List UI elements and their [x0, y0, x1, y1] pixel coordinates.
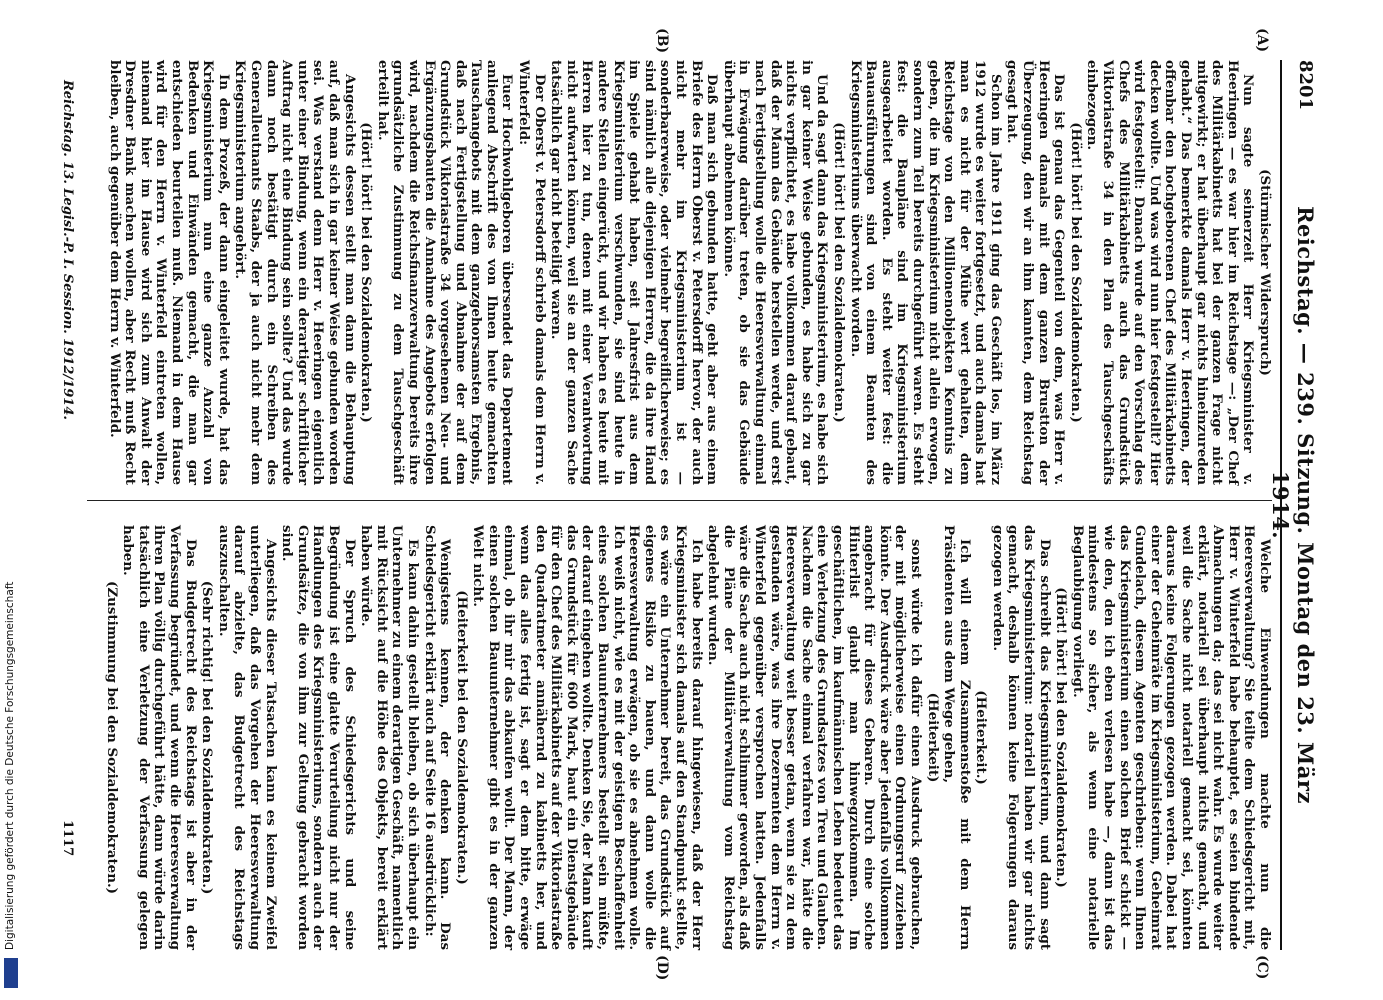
interjection: (Hört! hört! bei den Sozialdemokraten.)	[1053, 587, 1070, 888]
column-divider	[87, 500, 1272, 501]
funding-credit-text: Digitalisierung gefördert durch die Deutsche Forschungsgemeinschaft	[4, 581, 16, 950]
paragraph: Ich will einem Zusammenstoße mit dem Herrn Präsidenten aus dem Wege gehen,	[941, 525, 973, 950]
paragraph: Und da sagt dann das Kriegsministerium, es habe sich in gar keiner Weise gebunden, es habe sich zu gar nichts verpflichtet, es habe vollkommen darauf gebaut, daß der Mann das Gebäude herstellen werde, und erst nach Fertigstellung wolle die Heeresverwaltung einmal in Erwägung darüber treten, ob sie das Gebäude überhaupt abnehmen könne.	[720, 60, 831, 485]
page-number-left: 8201	[1295, 60, 1316, 111]
paragraph: Ich habe bereits darauf hingewiesen, daß der Herr Kriegsminister sich damals auf den Standpunkt stellte, es wäre ein Unternehmer bereit, das Grundstück auf eigenes Risiko zu bauen, und dann wolle die Heeresverwaltung erwägen, ob sie es abnehmen wolle. Ich weiß nicht, wie es mit der geistigen Beschaffenheit eines solchen Bauunternehmers bestellt sein müßte, der darauf eingehen wollte. Denken Sie, der Mann kauft das Grundstück für 600 Mark, baut ein Dienstgebäude für den Chef des Militärkabinetts auf der Viktoriastraße den Quadratmeter annähernd zu kabinetts her, und wenn das alles fertig ist, sagt er dem bitte, erwäge einmal, ob ihr mir das abkaufen wollt. Der Mann, der einen solchen Bauunternehmer gibt es in der ganzen Welt nicht.	[470, 525, 705, 950]
paragraph: Der Oberst v. Petersdorff schrieb damals dem Herrn v. Winterfeld:	[516, 60, 548, 485]
right-column	[102, 525, 1272, 950]
paragraph: Der Spruch des Schiedsgerichts und seine Begründung ist eine glatte Verurteilung nicht nur der Handlungen des Kriegsministeriums, sondern auch der Grundsätze, die von ihm zur Geltung gebracht worden sind.	[279, 525, 358, 950]
paragraph: Daß man sich gebunden hatte, geht aber aus einem Briefe des Herrn Oberst v. Petersdorff hervor, der auch nicht mehr im Kriegsministerium ist — sonderbarerweise, oder vielmehr begreiflicherweise; es sind nämlich alle diejenigen Herren, die da ihre Hand im Spiele gehabt haben, seit Jahresfrist aus dem Kriegsministerium verschwunden, sie sind heute in andere Stellen eingerückt, und wir haben es heute mit Herren hier zu tun, denen mit einer Verantwortung nicht aufwarten können, weil sie an der ganzen Sache tatsächlich gar nicht beteiligt waren.	[548, 60, 721, 485]
funding-credit-strip	[4, 40, 18, 990]
paragraph: Angesichts dieser Tatsachen kann es keinem Zweifel unterliegen, daß das Vorgehen der Heeresverwaltung darauf abzielte, das Budgetrecht des Reichstags auszuschalten.	[215, 525, 279, 950]
rotated-page-content	[30, 0, 1330, 1000]
paragraph: In dem Prozeß, der dann eingeleitet wurde, hat das Kriegsministerium nun eine ganze Anzahl von Bedenken und Einwänden gemacht, die man gar entschieden beurteilen muß. Niemand in dem Hause wird für den Herrn v. Winterfeld eintreten wollen, niemand hier im Hause wird sich zum Anwalt der Dresdner Bank machen wollen, aber Recht muß Recht bleiben, auch gegenüber dem Herrn v. Winterfeld.	[106, 60, 232, 485]
paragraph: Das ist genau das Gegenteil von dem, was Herr v. Heeringen damals mit dem ganzen Brustton der Überzeugung, den wir an ihm kannten, dem Reichstag gesagt hat.	[1004, 60, 1068, 485]
interjection: (Heiterkeit.)	[973, 690, 990, 785]
header-title: Reichstag. — 239. Sitzung. Montag den 23. März 1914.	[1268, 206, 1318, 804]
interjection: (Hört! hört! bei den Sozialdemokraten.)	[830, 122, 847, 423]
paragraph: Wenigstens kennen, der denken kann. Das Schiedsgericht erklärt auch auf Seite 16 ausdrücklich:	[421, 525, 454, 950]
dfg-logo	[4, 958, 18, 988]
footer-sheet-number: 1117	[60, 820, 75, 857]
running-header	[1268, 60, 1322, 950]
interjection: (Heiterkeit)	[924, 692, 941, 783]
interjection: (Stürmischer Widerspruch)	[1257, 169, 1273, 376]
footer-publication: Reichstag. 13. Legisl.-P. I. Session. 1912/1914.	[60, 80, 75, 420]
margin-mark-a: (A)	[1254, 28, 1270, 53]
paragraph: Euer Hochwohlgeboren übersendet das Departement anliegend Abschrift des von Ihnen heute gemachten Tauschangebots mit dem ganzgehorsamsten Ergebnis, daß nach Fertigstellung und Abnahme der auf dem Grundstück Viktoriastraße 34 vorgesehenen Neu- und Ergänzungsbauten die Annahme des Angebots erfolgen wird, nachdem die Reichsfinanzverwaltung bereits ihre grundsätzliche Zustimmung zu dem Tauschgeschäft erteilt hat.	[374, 60, 516, 485]
paragraph: Das schreibt das Kriegsministerium, und dann sagt das Kriegsministerium: notariell haben wir gar nichts gemacht, deshalb können keine Folgerungen daraus gezogen werden.	[989, 525, 1053, 950]
margin-mark-c: (C)	[1254, 955, 1270, 980]
paragraph: Welche Einwendungen machte nun die Heeresverwaltung? Sie teilte dem Schiedsgericht mit, Herr v. Winterfeld habe behauptet, es seien bindende Abmachungen da; das sei nicht wahr. Es wurde weiter erklärt, notariell sei überhaupt nichts gemacht, und weil die Sache nicht notariell gemacht sei, könnten daraus keine Folgerungen gezogen werden. Dabei hat einer der Geheimräte im Kriegsministerium, Geheimrat Gundelach, diesem Agenten geschrieben: wenn Ihnen das Kriegsministerium einen solchen Brief schickt — wie den, den ich eben verlesen habe —, dann ist das mindestens so sicher, als wenn eine notarielle Beglaubigung vorliegt.	[1069, 525, 1273, 950]
left-column	[105, 60, 1272, 485]
paragraph: Nun sagte seinerzeit Herr Kriegsminister v. Heeringen — es war hier im Reichstage —: „Der Chef des Militärkabinetts hat bei der ganzen Frage nicht mitgewirkt; er hat überhaupt gar nichts hineinzureden gehabt.“ Das bemerkte damals Herr v. Heeringen, der offenbar den hochgeborenen Chef des Militärkabinetts decken wollte. Und was wird nun hier festgestellt? Hier wird festgestellt: Danach wurde auf den Vorschlag des Chefs des Militärkabinetts auch das Grundstück Viktoriastraße 34 in den Plan des Tauschgeschäfts einbezogen.	[1084, 60, 1257, 485]
paragraph: Es kann dahin gestellt bleiben, ob sich überhaupt ein Unternehmer zu einem derartigen Geschäft, namentlich mit Rücksicht auf die Höhe des Objekts, bereit erklärt haben würde.	[358, 525, 421, 950]
paragraph: Angesichts dessen stellt man dann die Behauptung auf, daß man sich in gar keiner Weise gebunden worden sei. Was verstand denn Herr v. Heeringen eigentlich unter einer Bindung, wenn ein derartiger schriftlicher Auftrag nicht eine Bindung sein sollte? Und das wurde dann noch bestätigt durch ein Schreiben des Generalleutnants Staabs, der ja auch nicht mehr dem Kriegsministerium angehört.	[232, 60, 358, 485]
margin-mark-d: (D)	[654, 955, 670, 981]
header-rule	[1280, 60, 1282, 950]
interjection: (Zustimmung bei den Sozialdemokraten.)	[103, 581, 120, 894]
interjection: (Hört! hört! bei den Sozialdemokraten.)	[358, 122, 375, 423]
interjection: (Sehr richtig! bei den Sozialdemokraten.)	[199, 580, 216, 895]
paragraph: Das Budgetrecht des Reichstags ist aber in der Verfassung begründet, und wenn die Heeresverwaltung ihren Plan völlig durchgeführt hätte, dann würde darin tatsächlich eine Verletzung der Verfassung gelegen haben.	[120, 525, 199, 950]
paragraph: sonst würde ich dafür einen Ausdruck gebrauchen, der mit möglicherweise einen Ordnungsruf zuziehen könnte. Der Ausdruck wäre aber jedenfalls vollkommen angebracht für dieses Gebaren. Durch eine solche Hinterlist glaubt man hinwegzukommen. Im geschäftlichen, im kaufmännischen Leben bedeutet das eine Verletzung des Grundsatzes von Treu und Glauben. Nachdem die Sache einmal verfahren war, hätte die Heeresverwaltung weit besser getan, wenn sie zu dem gestanden wäre, was ihre Dezernenten dem Herrn v. Winterfeld gegenüber versprochen hatten. Jedenfalls wäre die Sache auch nicht schlimmer geworden, als daß die Pläne der Militärverwaltung vom Reichstag abgelehnt wurden.	[705, 525, 924, 950]
interjection: (Hört! hört! bei den Sozialdemokraten.)	[1067, 122, 1084, 423]
interjection: (Heiterkeit bei den Sozialdemokraten.)	[453, 590, 470, 885]
paragraph: Schon im Jahre 1911 ging das Geschäft los, im März 1912 wurde es weiter fortgesetzt, und auch damals hat man es nicht für der Mühe wert gehalten, dem Reichstage von den Millionenobjekten Kenntnis zu geben, die im Kriegsministerium nicht allein erwogen, sondern zum Teil bereits durchgeführt waren. Es steht fest: die Baupläne sind im Kriegsministerium ausgearbeitet worden. Es steht weiter fest: die Bauausführungen sind von einem Beamten des Kriegsministeriums überwacht worden.	[847, 60, 1004, 485]
margin-mark-b: (B)	[654, 28, 670, 54]
